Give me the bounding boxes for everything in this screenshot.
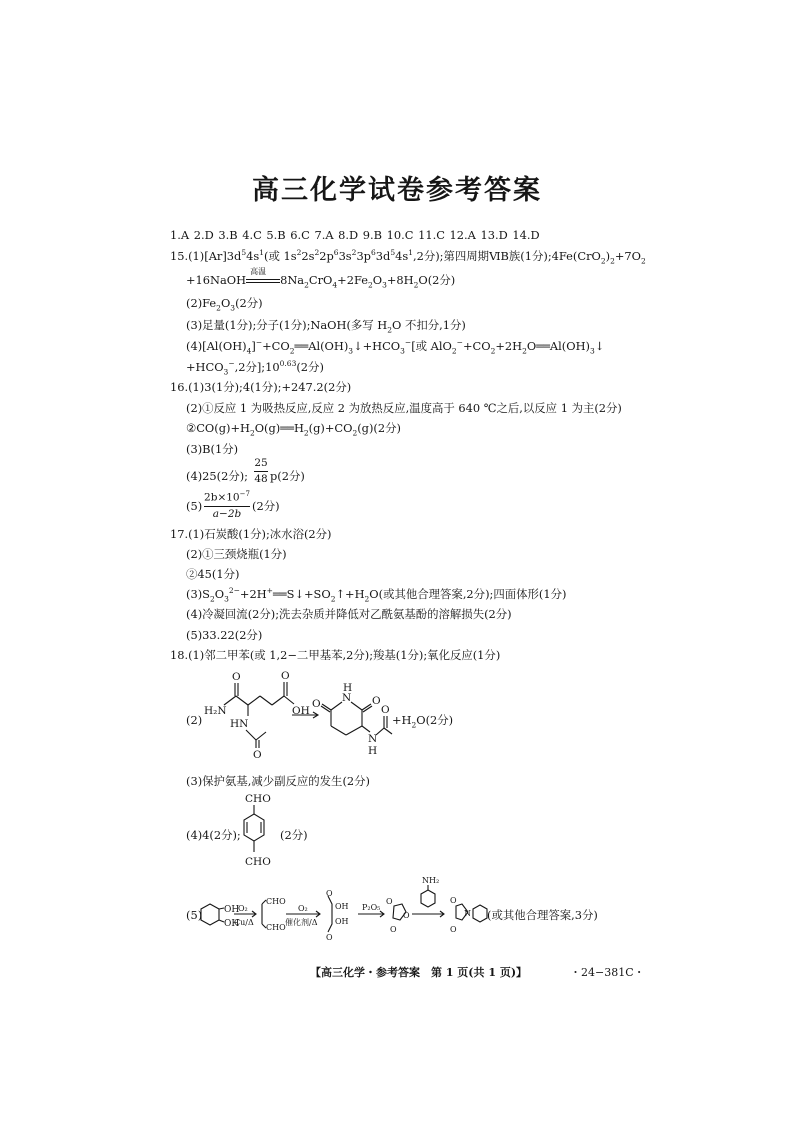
atom-hn: HN	[230, 718, 249, 730]
page-title: 高三化学试卷参考答案	[252, 175, 542, 206]
atom-o: O	[232, 671, 241, 683]
q16-fraction-kb: $2b\times 10^{-7}$ a−2b	[204, 490, 250, 520]
footer-page-info: 【高三化学・参考答案 第 1 页(共 1 页)】	[310, 966, 528, 979]
synthesis-route-diagram	[200, 874, 490, 944]
atom-cho: CHO	[245, 793, 271, 805]
q16-line6-suffix: (2分)	[252, 499, 280, 513]
atom-o: O	[372, 695, 381, 707]
q16-line5-prefix: (4)25(2分);	[186, 469, 248, 483]
reaction-arrow-condition: 高温	[246, 274, 280, 284]
footer-code: ・24−381C・	[570, 966, 645, 979]
atom-cho: CHO	[266, 923, 286, 932]
atom-n: N	[342, 692, 352, 704]
atom-cho: CHO	[266, 897, 286, 906]
atom-o: O	[403, 911, 410, 920]
q17-line4: $(3)S_2O_3^{2-}+2H^+══S↓+SO_2↑+H_2O$(或其他合理答案,2分);四面体形(1分)	[186, 586, 567, 604]
q16-line6-prefix: (5)	[186, 499, 203, 513]
q16-fraction-25-48: 25 48	[254, 457, 268, 485]
q18-part5-label: (5)	[186, 908, 203, 922]
q18-line1: 18.(1)邻二甲苯(或 1,2−二甲基苯,2分);羧基(1分);氧化反应(1分)	[170, 648, 501, 662]
q15-line5: $(4)[Al(OH)_4]^-+CO_2══Al(OH)_3↓+HCO_3^-$[或 $AlO_2^-+CO_2+2H_2O══Al(OH)_3↓$	[186, 338, 605, 356]
atom-o: O	[253, 749, 262, 761]
atom-o: O	[281, 670, 290, 682]
q15-line6: $+HCO_3^-,2$分]$;10^{0.63}(2$分)	[186, 359, 324, 377]
q17-line5: (4)冷凝回流(2分);洗去杂质并降低对乙酰氨基酚的溶解损失(2分)	[186, 607, 512, 621]
atom-oh: OH	[335, 917, 349, 926]
condition-catalyst-heat: 催化剂/Δ	[285, 918, 318, 927]
q18-product-structure	[312, 680, 398, 765]
q18-line3: (3)保护氨基,减少副反应的发生(2分)	[186, 774, 370, 788]
q16-line5-suffix: p(2分)	[270, 469, 305, 483]
q18-part5-tail: (或其他合理答案,3分)	[487, 908, 598, 922]
atom-o: O	[450, 925, 457, 934]
atom-o: O	[386, 897, 393, 906]
atom-o: O	[381, 704, 390, 716]
atom-oh: OH	[224, 919, 240, 929]
atom-h2n: H₂N	[204, 705, 227, 717]
q15-line4: (3)足量(1分);分子(1分);NaOH(多写 $H_2O$ 不扣分,1分)	[186, 318, 466, 335]
atom-o: O	[326, 889, 333, 898]
multiple-choice-answers: 1.A 2.D 3.B 4.C 5.B 6.C 7.A 8.D 9.B 10.C 11.C 12.A 13.D 14.D	[170, 228, 540, 242]
atom-n: N	[464, 909, 471, 918]
atom-o: O	[450, 896, 457, 905]
q16-line3: $②CO(g)+H_2O(g)══H_2(g)+CO_2(g)(2$分)	[186, 421, 401, 438]
q16-line4: (3)B(1分)	[186, 442, 239, 456]
q18-part2-label: (2)	[186, 713, 203, 727]
atom-o: O	[390, 925, 397, 934]
reagent-nh2: NH₂	[422, 876, 440, 885]
reagent-o2: O₂	[238, 904, 248, 913]
q15-line2: +16NaOH 高温 $8Na_2CrO_4+2Fe_2O_3+8H_2O(2$分)	[186, 267, 456, 290]
condition-cu-heat: Cu/Δ	[234, 918, 254, 927]
atom-cho: CHO	[245, 856, 271, 868]
atom-n: N	[368, 733, 378, 745]
reagent-p2o5: P₂O₅	[362, 903, 381, 912]
atom-o: O	[326, 933, 333, 942]
q15-line1: $15.(1)[Ar]3d^54s^1$(或 $1s^22s^22p^63s^23p^63d^54s^1,2$分);第四周期ⅥB族(1分)$;4Fe(CrO_2)_2+7O_2$	[170, 248, 646, 266]
atom-oh: OH	[335, 902, 349, 911]
atom-o: O	[312, 698, 321, 710]
q18-part2-tail: $+H_2O(2$分)	[392, 713, 454, 730]
q17-line6: (5)33.22(2分)	[186, 628, 263, 642]
atom-oh: OH	[292, 705, 310, 717]
atom-oh: OH	[224, 905, 240, 915]
q17-line3: ②45(1分)	[186, 567, 240, 581]
q17-line1: 17.(1)石炭酸(1分);冰水浴(2分)	[170, 527, 332, 541]
atom-h: H	[343, 682, 353, 694]
q15-line3: $(2)Fe_2O_3(2$分)	[186, 296, 263, 313]
reagent-o2: O₂	[298, 904, 308, 913]
q16-line2: (2)①反应 1 为吸热反应,反应 2 为放热反应,温度高于 640 ℃之后,以反应 1 为主(2分)	[186, 401, 622, 415]
q16-line1: 16.(1)3(1分);4(1分);+247.2(2分)	[170, 380, 352, 394]
atom-h: H	[368, 745, 378, 757]
q17-line2: (2)①三颈烧瓶(1分)	[186, 547, 287, 561]
q18-part4-prefix: (4)4(2分);	[186, 828, 241, 842]
q18-part4-suffix: (2分)	[280, 828, 308, 842]
